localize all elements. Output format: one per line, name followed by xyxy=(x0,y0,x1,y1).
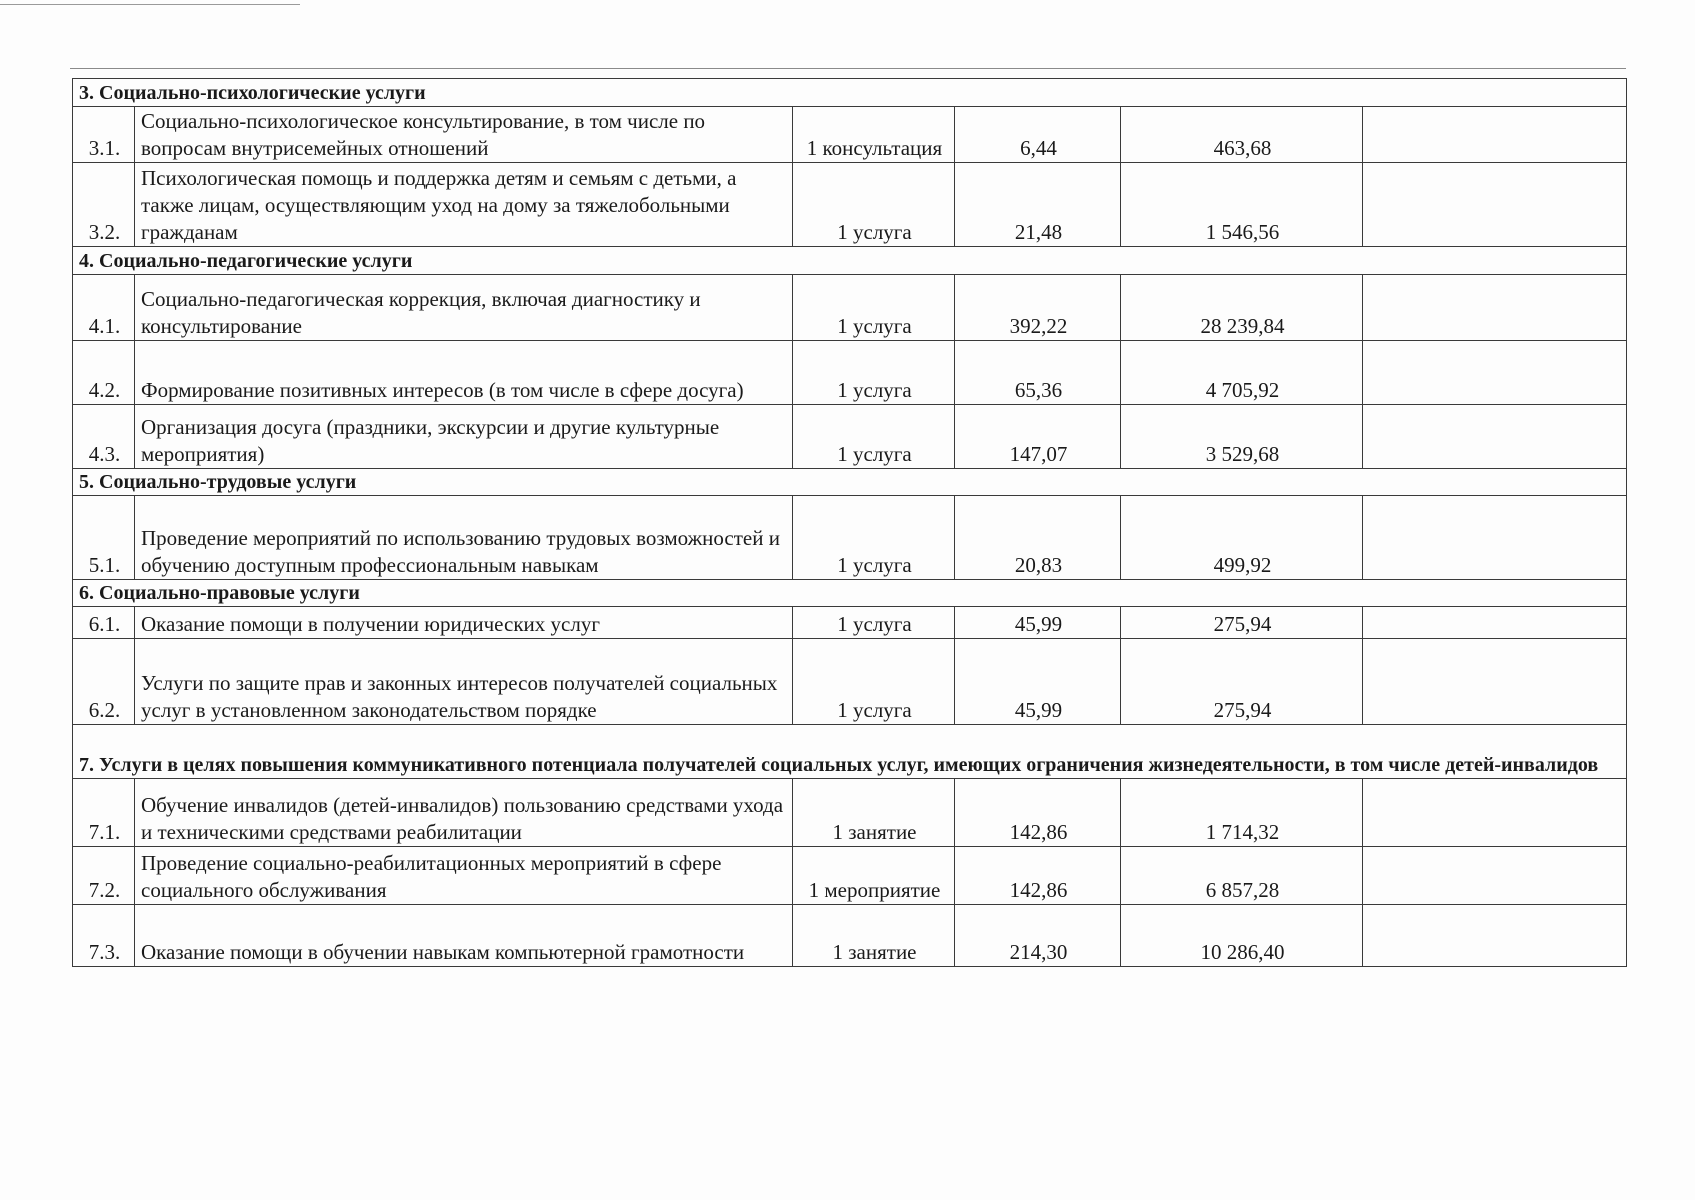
table-row xyxy=(73,607,1627,639)
service-name: Социально-психологическое консультирование, в том числе по вопросам внутрисемейных отношений xyxy=(135,107,793,163)
service-name: Психологическая помощь и поддержка детям и семьям с детьми, а также лицам, осуществляющим уход на дому за тяжелобольными гражданам xyxy=(135,163,793,247)
empty-cell xyxy=(1363,905,1627,967)
row-number: 6.2. xyxy=(73,639,135,725)
service-total: 3 529,68 xyxy=(1121,405,1363,469)
service-price: 45,99 xyxy=(955,607,1121,639)
service-unit: 1 занятие xyxy=(793,779,955,847)
row-number: 7.3. xyxy=(73,905,135,967)
service-total: 499,92 xyxy=(1121,496,1363,580)
service-price: 142,86 xyxy=(955,779,1121,847)
empty-cell xyxy=(1363,639,1627,725)
service-price: 6,44 xyxy=(955,107,1121,163)
service-total: 6 857,28 xyxy=(1121,847,1363,905)
empty-cell xyxy=(1363,405,1627,469)
empty-cell xyxy=(1363,275,1627,341)
service-price: 20,83 xyxy=(955,496,1121,580)
section-row xyxy=(73,469,1627,496)
row-number: 5.1. xyxy=(73,496,135,580)
empty-cell xyxy=(1363,163,1627,247)
empty-cell xyxy=(1363,779,1627,847)
service-price: 142,86 xyxy=(955,847,1121,905)
service-price: 45,99 xyxy=(955,639,1121,725)
table-row xyxy=(73,639,1627,725)
table-row xyxy=(73,405,1627,469)
service-unit: 1 услуга xyxy=(793,405,955,469)
section-row xyxy=(73,247,1627,275)
section-title: 6. Социально-правовые услуги xyxy=(73,580,1627,607)
service-name: Оказание помощи в получении юридических услуг xyxy=(135,607,793,639)
empty-cell xyxy=(1363,496,1627,580)
service-unit: 1 услуга xyxy=(793,639,955,725)
row-number: 7.2. xyxy=(73,847,135,905)
service-name: Формирование позитивных интересов (в том числе в сфере досуга) xyxy=(135,341,793,405)
service-price: 65,36 xyxy=(955,341,1121,405)
service-unit: 1 услуга xyxy=(793,607,955,639)
section-title: 3. Социально-психологические услуги xyxy=(73,79,1627,107)
section-row xyxy=(73,725,1627,779)
row-number: 3.1. xyxy=(73,107,135,163)
row-number: 4.2. xyxy=(73,341,135,405)
service-unit: 1 услуга xyxy=(793,163,955,247)
service-total: 28 239,84 xyxy=(1121,275,1363,341)
row-number: 4.3. xyxy=(73,405,135,469)
table-row xyxy=(73,341,1627,405)
table-row xyxy=(73,496,1627,580)
empty-cell xyxy=(1363,107,1627,163)
service-name: Социально-педагогическая коррекция, включая диагностику и консультирование xyxy=(135,275,793,341)
service-total: 1 714,32 xyxy=(1121,779,1363,847)
services-table xyxy=(72,78,1627,967)
section-title: 5. Социально-трудовые услуги xyxy=(73,469,1627,496)
service-price: 392,22 xyxy=(955,275,1121,341)
header-rule xyxy=(70,68,1626,69)
service-name: Оказание помощи в обучении навыкам компьютерной грамотности xyxy=(135,905,793,967)
service-price: 214,30 xyxy=(955,905,1121,967)
service-total: 1 546,56 xyxy=(1121,163,1363,247)
service-price: 147,07 xyxy=(955,405,1121,469)
table-row xyxy=(73,905,1627,967)
service-total: 275,94 xyxy=(1121,607,1363,639)
table-row xyxy=(73,275,1627,341)
table-row xyxy=(73,107,1627,163)
service-unit: 1 услуга xyxy=(793,275,955,341)
service-total: 4 705,92 xyxy=(1121,341,1363,405)
service-name: Услуги по защите прав и законных интересов получателей социальных услуг в установленном законодательством порядке xyxy=(135,639,793,725)
service-total: 10 286,40 xyxy=(1121,905,1363,967)
row-number: 7.1. xyxy=(73,779,135,847)
service-name: Организация досуга (праздники, экскурсии и другие культурные мероприятия) xyxy=(135,405,793,469)
section-row xyxy=(73,580,1627,607)
row-number: 4.1. xyxy=(73,275,135,341)
section-row xyxy=(73,79,1627,107)
service-total: 275,94 xyxy=(1121,639,1363,725)
service-name: Проведение мероприятий по использованию трудовых возможностей и обучению доступным профессиональным навыкам xyxy=(135,496,793,580)
row-number: 3.2. xyxy=(73,163,135,247)
service-unit: 1 занятие xyxy=(793,905,955,967)
service-total: 463,68 xyxy=(1121,107,1363,163)
table-row xyxy=(73,847,1627,905)
service-unit: 1 услуга xyxy=(793,341,955,405)
service-name: Обучение инвалидов (детей-инвалидов) пользованию средствами ухода и техническими средствами реабилитации xyxy=(135,779,793,847)
table-row xyxy=(73,779,1627,847)
empty-cell xyxy=(1363,847,1627,905)
table-row xyxy=(73,163,1627,247)
row-number: 6.1. xyxy=(73,607,135,639)
service-unit: 1 услуга xyxy=(793,496,955,580)
service-name: Проведение социально-реабилитационных мероприятий в сфере социального обслуживания xyxy=(135,847,793,905)
top-rule xyxy=(0,4,300,5)
empty-cell xyxy=(1363,607,1627,639)
service-price: 21,48 xyxy=(955,163,1121,247)
service-unit: 1 мероприятие xyxy=(793,847,955,905)
section-title: 4. Социально-педагогические услуги xyxy=(73,247,1627,275)
empty-cell xyxy=(1363,341,1627,405)
section-title: 7. Услуги в целях повышения коммуникативного потенциала получателей социальных услуг, имеющих ограничения жизнедеятельности, в том числе детей-инвалидов xyxy=(73,725,1627,779)
service-unit: 1 консультация xyxy=(793,107,955,163)
